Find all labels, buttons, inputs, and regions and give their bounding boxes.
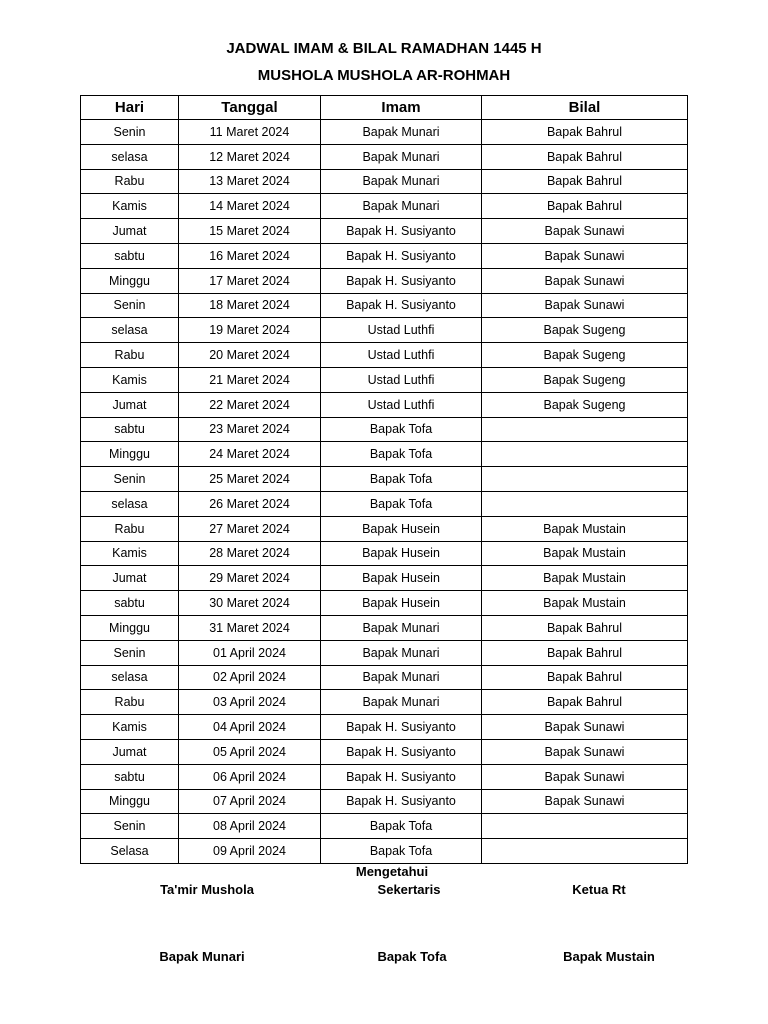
cell-hari: Rabu [81, 343, 179, 368]
table-row [81, 293, 688, 318]
cell-imam: Bapak Tofa [321, 467, 482, 492]
cell-tanggal: 29 Maret 2024 [179, 566, 321, 591]
cell-bilal: Bapak Sunawi [482, 219, 688, 244]
cell-tanggal: 16 Maret 2024 [179, 243, 321, 268]
cell-bilal: Bapak Bahrul [482, 640, 688, 665]
cell-bilal: Bapak Sugeng [482, 343, 688, 368]
cell-bilal: Bapak Sunawi [482, 715, 688, 740]
cell-hari: Selasa [81, 839, 179, 864]
cell-hari: Jumat [81, 566, 179, 591]
signatory-name-secretary: Bapak Tofa [377, 949, 447, 964]
cell-hari: sabtu [81, 243, 179, 268]
cell-imam: Bapak Tofa [321, 839, 482, 864]
cell-bilal: Bapak Sugeng [482, 367, 688, 392]
cell-hari: Minggu [81, 442, 179, 467]
table-row [81, 219, 688, 244]
cell-bilal: Bapak Sugeng [482, 318, 688, 343]
cell-bilal: Bapak Sunawi [482, 739, 688, 764]
table-row [81, 169, 688, 194]
table-row [81, 615, 688, 640]
cell-hari: Senin [81, 467, 179, 492]
cell-imam: Bapak H. Susiyanto [321, 764, 482, 789]
cell-imam: Bapak Munari [321, 615, 482, 640]
cell-tanggal: 22 Maret 2024 [179, 392, 321, 417]
cell-tanggal: 09 April 2024 [179, 839, 321, 864]
acknowledged-label: Mengetahui [355, 864, 429, 879]
cell-imam: Ustad Luthfi [321, 367, 482, 392]
table-row [81, 467, 688, 492]
cell-tanggal: 18 Maret 2024 [179, 293, 321, 318]
cell-imam: Bapak Tofa [321, 442, 482, 467]
cell-hari: selasa [81, 491, 179, 516]
cell-bilal: Bapak Bahrul [482, 665, 688, 690]
cell-imam: Ustad Luthfi [321, 343, 482, 368]
cell-tanggal: 17 Maret 2024 [179, 268, 321, 293]
cell-hari: selasa [81, 318, 179, 343]
cell-bilal: Bapak Bahrul [482, 690, 688, 715]
cell-hari: Rabu [81, 690, 179, 715]
table-row [81, 144, 688, 169]
cell-hari: sabtu [81, 764, 179, 789]
cell-bilal [482, 417, 688, 442]
cell-hari: sabtu [81, 591, 179, 616]
cell-bilal: Bapak Mustain [482, 541, 688, 566]
table-row [81, 591, 688, 616]
table-row [81, 516, 688, 541]
cell-imam: Bapak Munari [321, 169, 482, 194]
cell-imam: Bapak H. Susiyanto [321, 219, 482, 244]
table-row [81, 789, 688, 814]
cell-tanggal: 30 Maret 2024 [179, 591, 321, 616]
cell-imam: Bapak H. Susiyanto [321, 789, 482, 814]
cell-bilal [482, 839, 688, 864]
cell-hari: Senin [81, 640, 179, 665]
cell-imam: Bapak H. Susiyanto [321, 715, 482, 740]
table-row [81, 739, 688, 764]
cell-bilal [482, 442, 688, 467]
cell-hari: Rabu [81, 169, 179, 194]
cell-bilal: Bapak Sunawi [482, 268, 688, 293]
cell-tanggal: 20 Maret 2024 [179, 343, 321, 368]
header-hari: Hari [81, 96, 179, 120]
header-tanggal: Tanggal [179, 96, 321, 120]
table-row [81, 120, 688, 145]
table-row [81, 243, 688, 268]
cell-imam: Ustad Luthfi [321, 392, 482, 417]
document-title: JADWAL IMAM & BILAL RAMADHAN 1445 H [226, 40, 542, 57]
cell-bilal: Bapak Sugeng [482, 392, 688, 417]
cell-tanggal: 28 Maret 2024 [179, 541, 321, 566]
cell-tanggal: 05 April 2024 [179, 739, 321, 764]
cell-tanggal: 04 April 2024 [179, 715, 321, 740]
cell-imam: Ustad Luthfi [321, 318, 482, 343]
cell-tanggal: 02 April 2024 [179, 665, 321, 690]
signatory-role-secretary: Sekertaris [377, 882, 441, 897]
cell-hari: Jumat [81, 392, 179, 417]
schedule-body [81, 120, 688, 864]
table-row [81, 442, 688, 467]
schedule-table [80, 95, 688, 864]
cell-hari: selasa [81, 665, 179, 690]
cell-tanggal: 31 Maret 2024 [179, 615, 321, 640]
cell-bilal: Bapak Bahrul [482, 120, 688, 145]
cell-hari: Minggu [81, 268, 179, 293]
cell-imam: Bapak H. Susiyanto [321, 739, 482, 764]
cell-tanggal: 06 April 2024 [179, 764, 321, 789]
cell-imam: Bapak Munari [321, 690, 482, 715]
cell-imam: Bapak H. Susiyanto [321, 268, 482, 293]
cell-hari: Senin [81, 814, 179, 839]
cell-imam: Bapak Munari [321, 665, 482, 690]
cell-tanggal: 15 Maret 2024 [179, 219, 321, 244]
table-row [81, 814, 688, 839]
cell-hari: Senin [81, 120, 179, 145]
cell-hari: sabtu [81, 417, 179, 442]
cell-imam: Bapak Tofa [321, 417, 482, 442]
table-header-row [81, 96, 688, 120]
document-subtitle: MUSHOLA MUSHOLA AR-ROHMAH [257, 67, 511, 84]
signatory-name-takmir: Bapak Munari [159, 949, 245, 964]
cell-hari: Kamis [81, 715, 179, 740]
table-row [81, 715, 688, 740]
table-row [81, 343, 688, 368]
cell-bilal: Bapak Mustain [482, 591, 688, 616]
table-row [81, 417, 688, 442]
table-row [81, 764, 688, 789]
signatory-name-rt-head: Bapak Mustain [563, 949, 655, 964]
cell-hari: Kamis [81, 194, 179, 219]
cell-tanggal: 01 April 2024 [179, 640, 321, 665]
table-row [81, 491, 688, 516]
cell-bilal: Bapak Mustain [482, 566, 688, 591]
cell-tanggal: 11 Maret 2024 [179, 120, 321, 145]
cell-tanggal: 25 Maret 2024 [179, 467, 321, 492]
cell-tanggal: 24 Maret 2024 [179, 442, 321, 467]
table-row [81, 268, 688, 293]
cell-hari: Jumat [81, 739, 179, 764]
cell-bilal: Bapak Sunawi [482, 764, 688, 789]
cell-imam: Bapak Munari [321, 640, 482, 665]
cell-tanggal: 27 Maret 2024 [179, 516, 321, 541]
cell-imam: Bapak Munari [321, 194, 482, 219]
cell-tanggal: 26 Maret 2024 [179, 491, 321, 516]
cell-bilal: Bapak Bahrul [482, 194, 688, 219]
cell-bilal: Bapak Mustain [482, 516, 688, 541]
cell-tanggal: 21 Maret 2024 [179, 367, 321, 392]
cell-imam: Bapak Munari [321, 120, 482, 145]
header-imam: Imam [321, 96, 482, 120]
cell-bilal: Bapak Sunawi [482, 243, 688, 268]
cell-bilal [482, 814, 688, 839]
cell-imam: Bapak H. Susiyanto [321, 293, 482, 318]
cell-tanggal: 13 Maret 2024 [179, 169, 321, 194]
cell-imam: Bapak Husein [321, 566, 482, 591]
cell-bilal: Bapak Sunawi [482, 789, 688, 814]
header-bilal: Bilal [482, 96, 688, 120]
cell-bilal: Bapak Bahrul [482, 169, 688, 194]
table-row [81, 541, 688, 566]
cell-bilal: Bapak Bahrul [482, 144, 688, 169]
cell-tanggal: 07 April 2024 [179, 789, 321, 814]
cell-tanggal: 19 Maret 2024 [179, 318, 321, 343]
cell-imam: Bapak H. Susiyanto [321, 243, 482, 268]
table-row [81, 690, 688, 715]
table-row [81, 566, 688, 591]
table-row [81, 318, 688, 343]
cell-bilal: Bapak Bahrul [482, 615, 688, 640]
cell-hari: Senin [81, 293, 179, 318]
cell-tanggal: 23 Maret 2024 [179, 417, 321, 442]
cell-hari: Rabu [81, 516, 179, 541]
table-row [81, 640, 688, 665]
cell-hari: Kamis [81, 367, 179, 392]
table-row [81, 839, 688, 864]
table-row [81, 367, 688, 392]
cell-bilal [482, 491, 688, 516]
cell-hari: Jumat [81, 219, 179, 244]
cell-tanggal: 12 Maret 2024 [179, 144, 321, 169]
cell-hari: selasa [81, 144, 179, 169]
cell-tanggal: 08 April 2024 [179, 814, 321, 839]
signatory-role-rt-head: Ketua Rt [572, 882, 626, 897]
cell-imam: Bapak Husein [321, 541, 482, 566]
cell-imam: Bapak Husein [321, 516, 482, 541]
cell-bilal [482, 467, 688, 492]
cell-hari: Minggu [81, 615, 179, 640]
table-row [81, 665, 688, 690]
cell-imam: Bapak Tofa [321, 491, 482, 516]
signatory-role-takmir: Ta'mir Mushola [160, 882, 254, 897]
cell-hari: Kamis [81, 541, 179, 566]
cell-imam: Bapak Munari [321, 144, 482, 169]
cell-imam: Bapak Husein [321, 591, 482, 616]
cell-tanggal: 14 Maret 2024 [179, 194, 321, 219]
cell-hari: Minggu [81, 789, 179, 814]
cell-tanggal: 03 April 2024 [179, 690, 321, 715]
cell-bilal: Bapak Sunawi [482, 293, 688, 318]
table-row [81, 392, 688, 417]
cell-imam: Bapak Tofa [321, 814, 482, 839]
table-row [81, 194, 688, 219]
